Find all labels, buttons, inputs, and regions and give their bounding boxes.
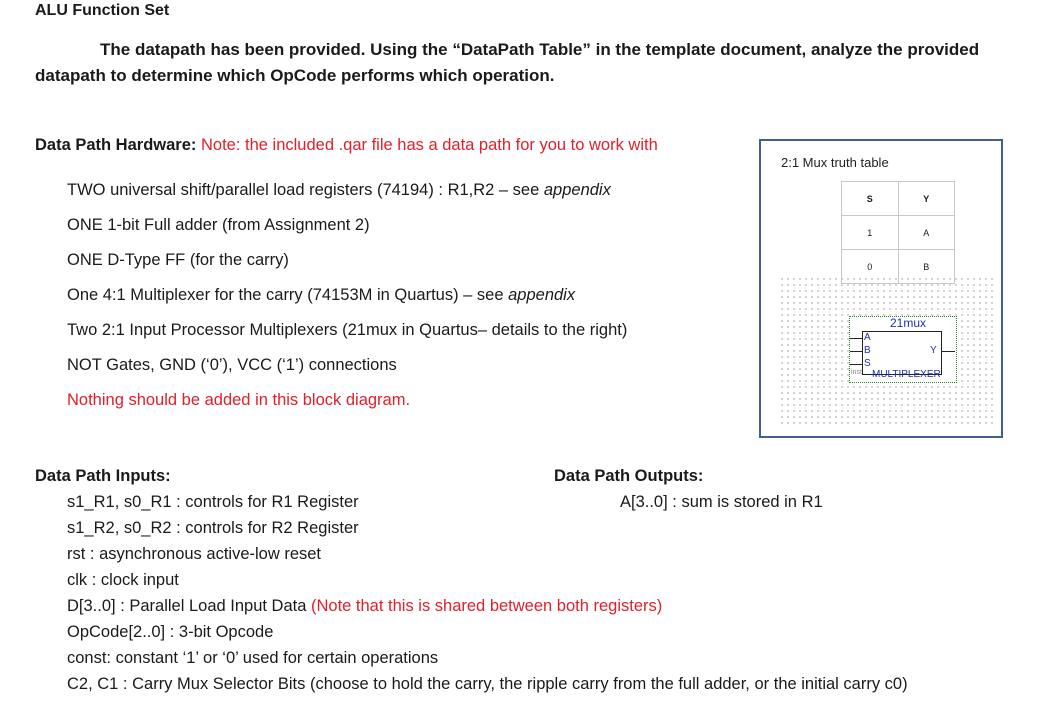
mux-pin-b: B [864, 345, 871, 356]
truth-table-header-y: Y [898, 182, 955, 216]
mux-input-line [850, 364, 862, 365]
mux-inst-label: inst [851, 369, 862, 376]
input-item: s1_R2, s0_R2 : controls for R2 Register [67, 519, 359, 537]
input-item: rst : asynchronous active-low reset [67, 545, 322, 563]
outputs-heading: Data Path Outputs: [554, 467, 704, 485]
hardware-item: NOT Gates, GND (‘0’), VCC (‘1’) connections [67, 356, 397, 374]
hardware-heading-row [35, 136, 658, 155]
intro-line-2: datapath to determine which OpCode performs which operation. [35, 66, 555, 85]
hardware-item: One 4:1 Multiplexer for the carry (74153M in Quartus) – see appendix [67, 286, 576, 304]
output-item: A[3..0] : sum is stored in R1 [620, 493, 823, 511]
hardware-item: TWO universal shift/parallel load registers (74194) : R1,R2 – see appendix [67, 181, 611, 199]
input-item: const: constant ‘1’ or ‘0’ used for certain operations [67, 649, 439, 667]
inputs-heading: Data Path Inputs: [35, 467, 171, 485]
table-row: 0 B [842, 250, 955, 284]
hardware-item: Two 2:1 Input Processor Multiplexers (21mux in Quartus– details to the right) [67, 321, 628, 339]
page-title: ALU Function Set [35, 2, 170, 19]
hardware-note: Note: the included .qar file has a data path for you to work with [200, 136, 658, 154]
truth-table-header-s: S [842, 182, 899, 216]
hardware-heading: Data Path Hardware: [35, 136, 197, 154]
mux-symbol [849, 316, 957, 383]
mux-type-label: MULTIPLEXER [872, 369, 941, 380]
intro-line-1: The datapath has been provided. Using the “DataPath Table” in the template document, analyze the provided [100, 40, 980, 59]
mux-pin-a: A [864, 332, 871, 343]
schematic-grid [779, 276, 994, 426]
input-item: s1_R1, s0_R1 : controls for R1 Register [67, 493, 359, 511]
mux-output-line [941, 351, 955, 352]
mux-pin-s: S [864, 358, 871, 369]
input-item: clk : clock input [67, 571, 179, 589]
input-d-note: (Note that this is shared between both registers) [310, 597, 663, 615]
mux-input-line [850, 338, 862, 339]
mux-figure-title: 2:1 Mux truth table [781, 155, 889, 170]
mux-truth-table [841, 181, 955, 284]
table-row: 1 A [842, 216, 955, 250]
hardware-item: ONE 1-bit Full adder (from Assignment 2) [67, 216, 370, 234]
input-item-d: D[3..0] : Parallel Load Input Data (Note that this is shared between both registers) [67, 597, 663, 615]
hardware-item: ONE D-Type FF (for the carry) [67, 251, 289, 269]
mux-input-line [850, 351, 862, 352]
mux-symbol-name: 21mux [890, 316, 927, 330]
mux-pin-y: Y [930, 345, 937, 356]
hardware-warning: Nothing should be added in this block diagram. [67, 391, 411, 409]
input-item: C2, C1 : Carry Mux Selector Bits (choose to hold the carry, the ripple carry from the full adder, or the initial carry c0) [67, 675, 908, 693]
input-item: OpCode[2..0] : 3-bit Opcode [67, 623, 274, 641]
mux-figure [759, 139, 1003, 438]
